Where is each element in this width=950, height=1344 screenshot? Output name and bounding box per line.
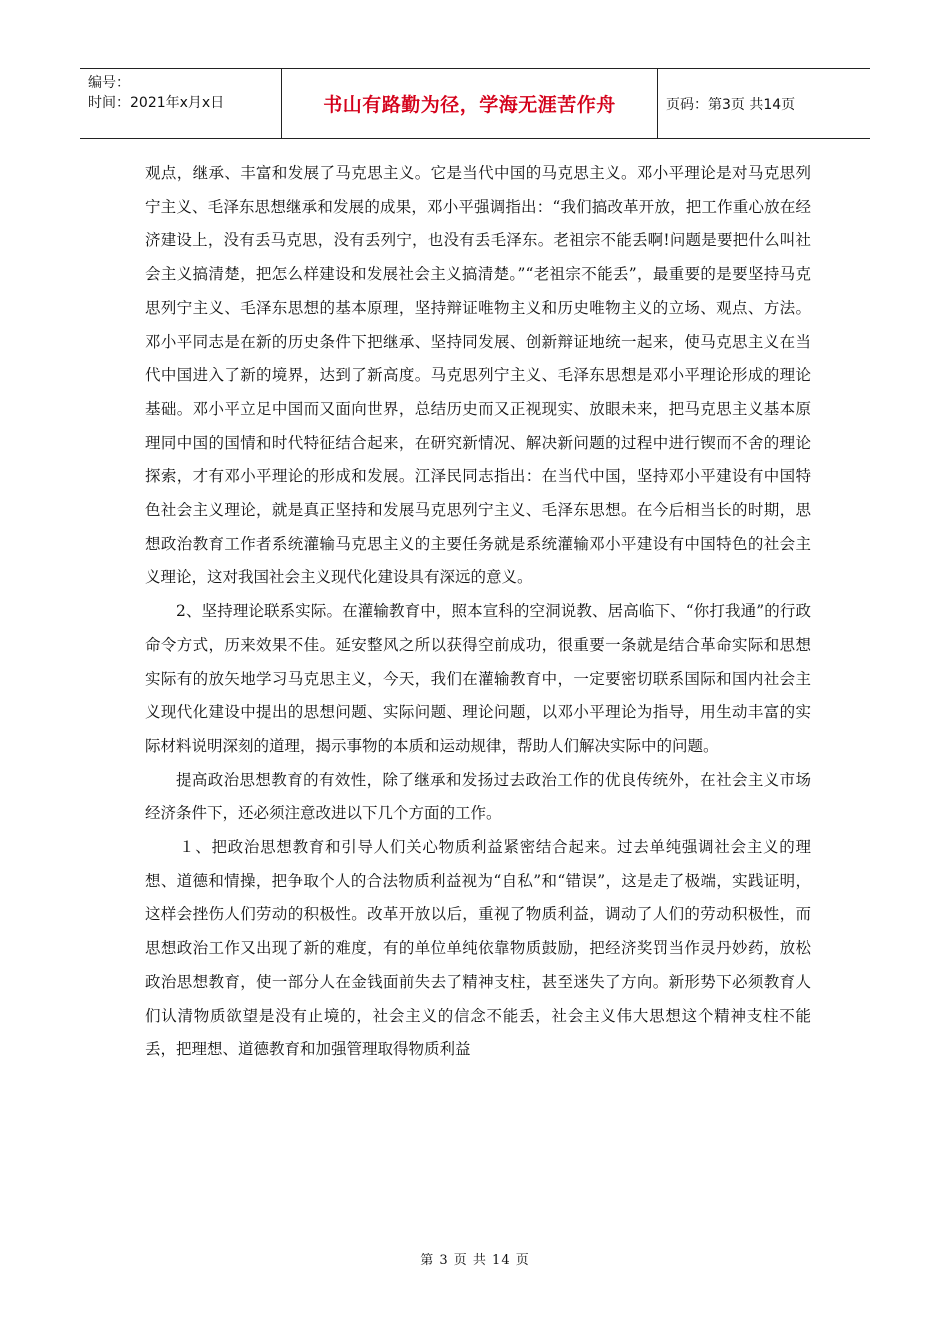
document-code-label: 编号： [88,75,130,91]
header-meta [80,69,282,138]
header-page-info: 页码：第3页 共14页 [666,96,796,113]
header-slogan-cell [282,69,658,138]
paragraph: 观点，继承、丰富和发展了马克思主义。它是当代中国的马克思主义。邓小平理论是对马克思列宁主义、毛泽东思想继承和发展的成果，邓小平强调指出：“我们搞改革开放，把工作重心放在经济建设上，没有丢马克思，没有丢列宁，也没有丢毛泽东。老祖宗不能丢啊!问题是要把什么叫社会主义搞清楚，把怎么样建设和发展社会主义搞清楚。”“老祖宗不能丢”，最重要的是要坚持马克思列宁主义、毛泽东思想的基本原理，坚持辩证唯物主义和历史唯物主义的立场、观点、方法。邓小平同志是在新的历史条件下把继承、坚持同发展、创新辩证地统一起来，使马克思主义在当代中国进入了新的境界，达到了新高度。马克思列宁主义、毛泽东思想是邓小平理论形成的理论基础。邓小平立足中国而又面向世界，总结历史而又正视现实、放眼未来，把马克思主义基本原理同中国的国情和时代特征结合起来，在研究新情况、解决新问题的过程中进行锲而不舍的理论探索，才有邓小平理论的形成和发展。江泽民同志指出：在当代中国，坚持邓小平建设有中国特色社会主义理论，就是真正坚持和发展马克思列宁主义、毛泽东思想。在今后相当长的时期，思想政治教育工作者系统灌输马克思主义的主要任务就是系统灌输邓小平建设有中国特色的社会主义理论，这对我国社会主义现代化建设具有深远的意义。 [145,164,811,587]
document-date: 时间：2021年x月x日 [88,95,225,111]
paragraph: １、把政治思想教育和引导人们关心物质利益紧密结合起来。过去单纯强调社会主义的理想、道德和情操，把争取个人的合法物质利益视为“自私”和“错误”，这是走了极端，实践证明，这样会挫伤人们劳动的积极性。改革开放以后，重视了物质利益，调动了人们的劳动积极性，而思想政治工作又出现了新的难度，有的单位单纯依靠物质鼓励，把经济奖罚当作灵丹妙药，放松政治思想教育，使一部分人在金钱面前失去了精神支柱，甚至迷失了方向。新形势下必须教育人们认清物质欲望是没有止境的，社会主义的信念不能丢，社会主义伟大思想这个精神支柱不能丢，把理想、道德教育和加强管理取得物质利益 [145,838,811,1059]
page-header [80,68,870,139]
page-footer: 第 3 页 共 14 页 [420,1253,530,1268]
paragraph: 2、坚持理论联系实际。在灌输教育中，照本宣科的空洞说教、居高临下、“你打我通”的行政命令方式，历来效果不佳。延安整风之所以获得空前成功，很重要一条就是结合革命实际和思想实际有的放矢地学习马克思主义，今天，我们在灌输教育中，一定要密切联系国际和国内社会主义现代化建设中提出的思想问题、实际问题、理论问题，以邓小平理论为指导，用生动丰富的实际材料说明深刻的道理，揭示事物的本质和运动规律，帮助人们解决实际中的问题。 [145,602,811,755]
paragraph: 提高政治思想教育的有效性，除了继承和发扬过去政治工作的优良传统外，在社会主义市场经济条件下，还必须注意改进以下几个方面的工作。 [145,770,811,823]
header-slogan: 书山有路勤为径，学海无涯苦作舟 [323,94,616,116]
document-body [145,157,811,1067]
